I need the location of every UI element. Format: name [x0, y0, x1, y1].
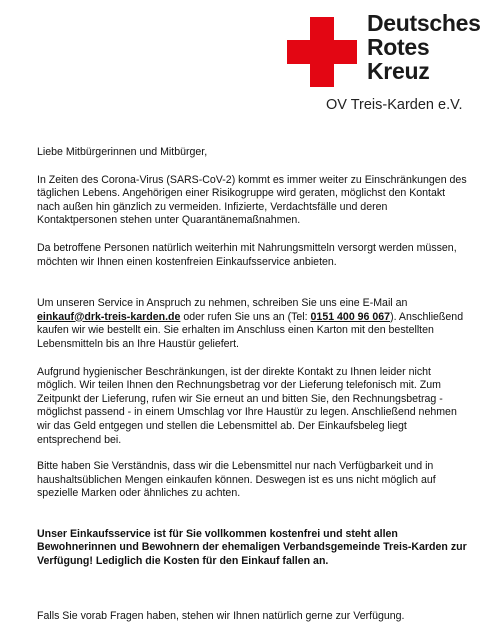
red-cross-icon — [287, 17, 357, 87]
paragraph-payment: Aufgrund hygienischer Beschränkungen, ist der direkte Kontakt zu Ihnen leider nicht möglich. Wir teilen Ihnen den Rechnungsbetrag vor der Lieferung telefonisch mit. Zum Zeitpunkt der Lieferung, rufen wir Sie erneut an und bitten Sie, den Rechnungsbetrag - möglichst passend - in einem Umschlag vor Ihre Haustür zu legen. Anschließend nehmen wir das Geld entgegen und stellen die Lebensmittel ab. Der Einkaufsbeleg liegt entsprechend bei. — [37, 365, 457, 446]
drk-logo — [287, 11, 487, 91]
salutation: Liebe Mitbürgerinnen und Mitbürger, — [37, 146, 208, 158]
brand-name — [367, 11, 481, 83]
contact-text-1: Um unseren Service in Anspruch zu nehmen, schreiben Sie uns eine E-Mail an — [37, 297, 408, 310]
branch-name: OV Treis-Karden e.V. — [326, 97, 463, 113]
paragraph-corona-intro: In Zeiten des Corona-Virus (SARS-CoV-2) kommt es immer weiter zu Einschränkungen des täglichen Lebens. Angehörigen einer Risikogruppe wird geraten, möglichst den Kontakt nach außen hin gänzlich zu vermeiden. Infizierte, Verdachtsfälle und deren Kontaktpersonen stehen unter Quarantänemaßnahmen. — [37, 173, 467, 227]
email-link[interactable]: einkauf@drk-treis-karden.de — [37, 310, 181, 323]
paragraph-free-service: Unser Einkaufsservice ist für Sie vollkommen kostenfrei und steht allen Bewohnerinnen und Bewohnern der ehemaligen Verbandsgemeinde Treis-Karden zur Verfügung! Lediglich die Kosten für den Einkauf fallen an. — [37, 527, 467, 568]
contact-text-2: oder rufen Sie uns an (Tel: — [180, 310, 311, 323]
phone-link[interactable]: 0151 400 96 067 — [310, 310, 391, 323]
contact-text-3: ). Anschließend kaufen wir wie bestellt ein. Sie erhalten im Anschluss einen Karton mit den bestellten Lebensmitteln bis an Ihre Haustür geliefert. — [37, 310, 464, 350]
red-cross-horizontal-bar — [287, 40, 357, 64]
paragraph-questions: Falls Sie vorab Fragen haben, stehen wir Ihnen natürlich gerne zur Verfügung. — [37, 609, 405, 622]
letter-body — [37, 146, 469, 623]
paragraph-contact — [37, 297, 469, 351]
paragraph-service-offer: Da betroffene Personen natürlich weiterhin mit Nahrungsmitteln versorgt werden müssen, möchten wir Ihnen einen kostenfreien Einkaufsservice anbieten. — [37, 241, 457, 268]
paragraph-availability: Bitte haben Sie Verständnis, dass wir die Lebensmittel nur nach Verfügbarkeit und in haushaltsüblichen Mengen einkaufen können. Deswegen ist es uns nicht möglich auf spezielle Marken oder ähnliches zu achten. — [37, 460, 436, 500]
brand-line-1: Deutsches — [367, 10, 481, 36]
brand-line-2: Rotes — [367, 34, 430, 60]
brand-line-3: Kreuz — [367, 58, 430, 84]
